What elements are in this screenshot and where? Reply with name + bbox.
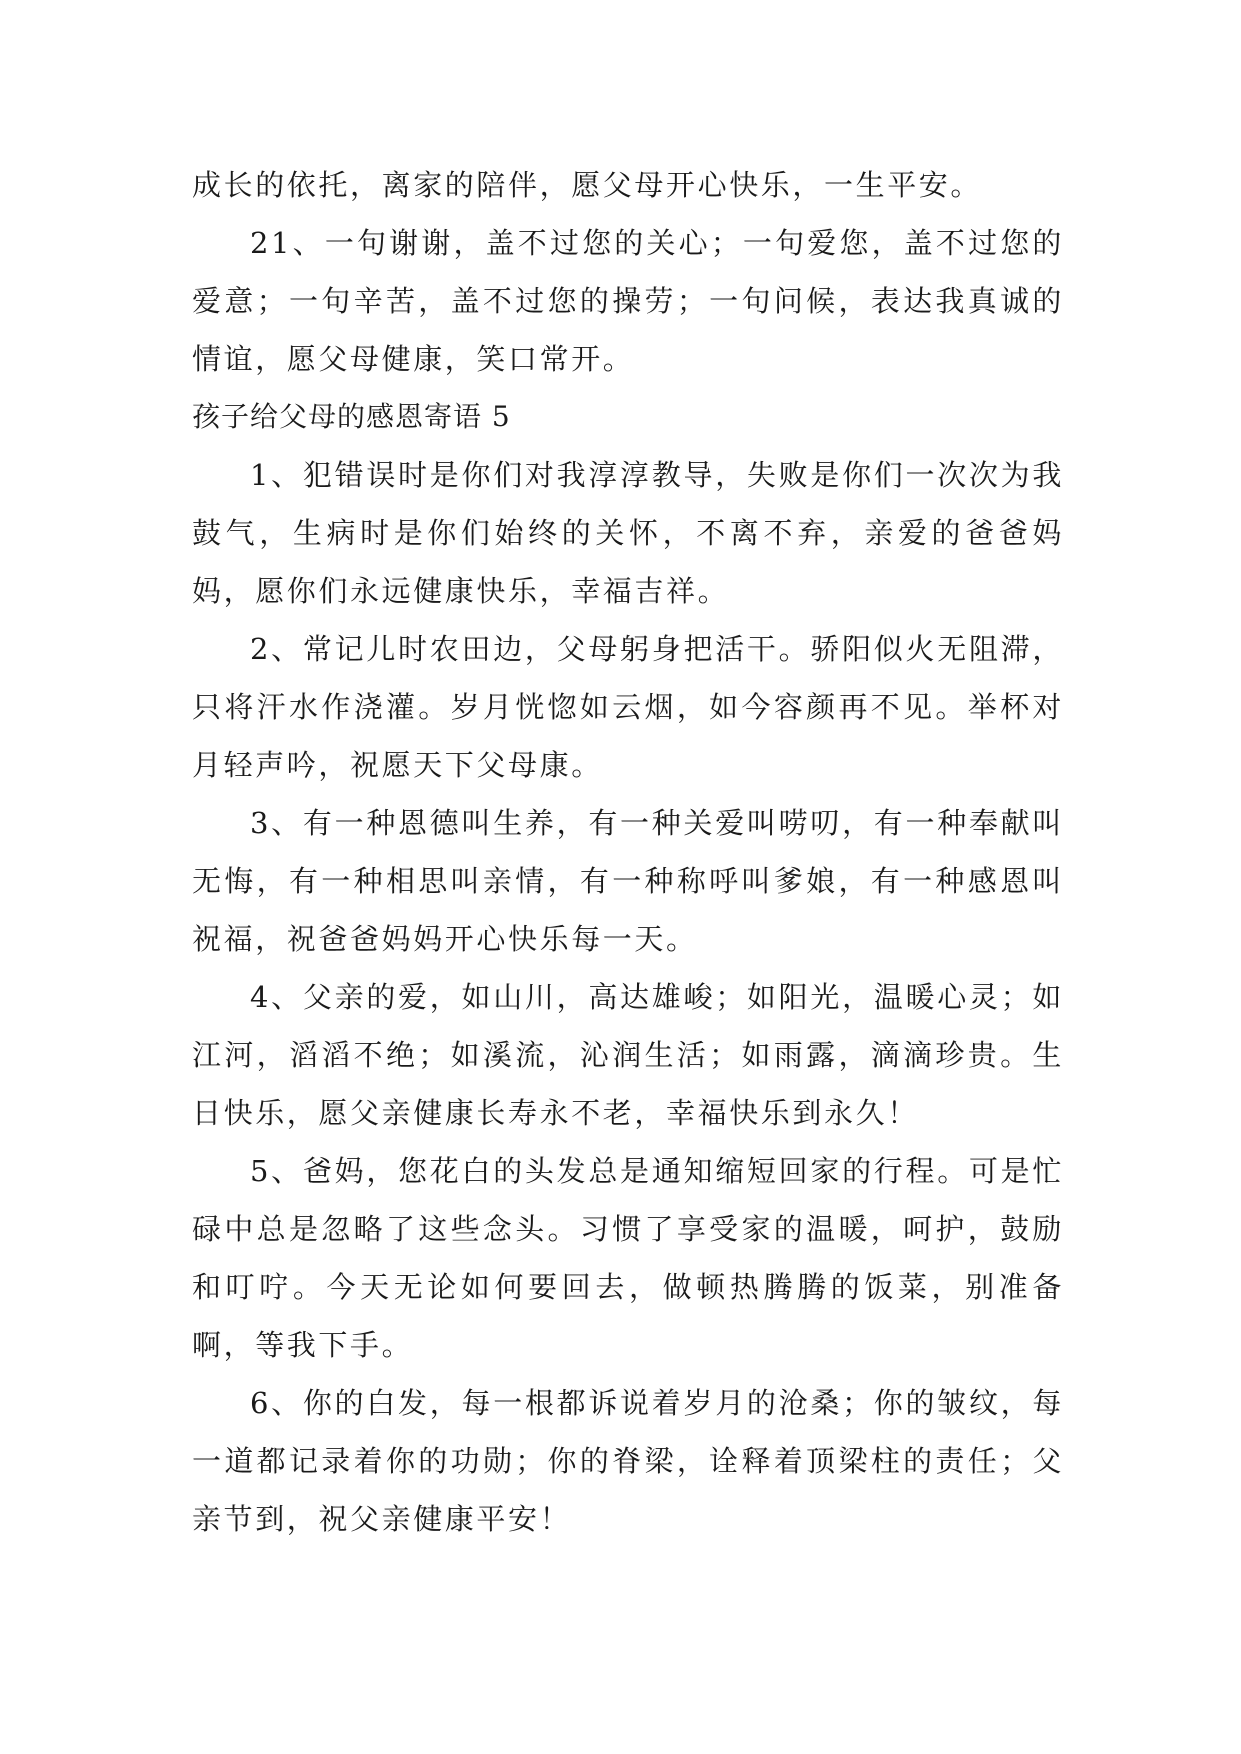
paragraph-2: 2、常记儿时农田边，父母躬身把活干。骄阳似火无阻滞，只将汗水作浇灌。岁月恍惚如云烟，如今容颜再不见。举杯对月轻声吟，祝愿天下父母康。: [192, 632, 1064, 782]
paragraph-5: 5、爸妈，您花白的头发总是通知缩短回家的行程。可是忙碌中总是忽略了这些念头。习惯了享受家的温暖，呵护，鼓励和叮咛。今天无论如何要回去，做顿热腾腾的饭菜，别准备啊，等我下手。: [192, 1154, 1064, 1362]
paragraph-6: 6、你的白发，每一根都诉说着岁月的沧桑；你的皱纹，每一道都记录着你的功勋；你的脊梁，诠释着顶梁柱的责任；父亲节到，祝父亲健康平安！: [192, 1386, 1064, 1536]
paragraph-1: 1、犯错误时是你们对我淳淳教导，失败是你们一次次为我鼓气，生病时是你们始终的关怀，不离不弃，亲爱的爸爸妈妈，愿你们永远健康快乐，幸福吉祥。: [192, 458, 1064, 608]
document-page: [192, 156, 1064, 1548]
paragraph-21: 21、一句谢谢，盖不过您的关心；一句爱您，盖不过您的爱意；一句辛苦，盖不过您的操劳；一句问候，表达我真诚的情谊，愿父母健康，笑口常开。: [192, 226, 1064, 376]
section-heading: 孩子给父母的感恩寄语 5: [192, 400, 511, 433]
paragraph-3: 3、有一种恩德叫生养，有一种关爱叫唠叨，有一种奉献叫无悔，有一种相思叫亲情，有一种称呼叫爹娘，有一种感恩叫祝福，祝爸爸妈妈开心快乐每一天。: [192, 806, 1064, 956]
paragraph-4: 4、父亲的爱，如山川，高达雄峻；如阳光，温暖心灵；如江河，滔滔不绝；如溪流，沁润生活；如雨露，滴滴珍贵。生日快乐，愿父亲健康长寿永不老，幸福快乐到永久！: [192, 980, 1064, 1130]
continuation-paragraph: 成长的依托，离家的陪伴，愿父母开心快乐，一生平安。: [192, 168, 983, 202]
